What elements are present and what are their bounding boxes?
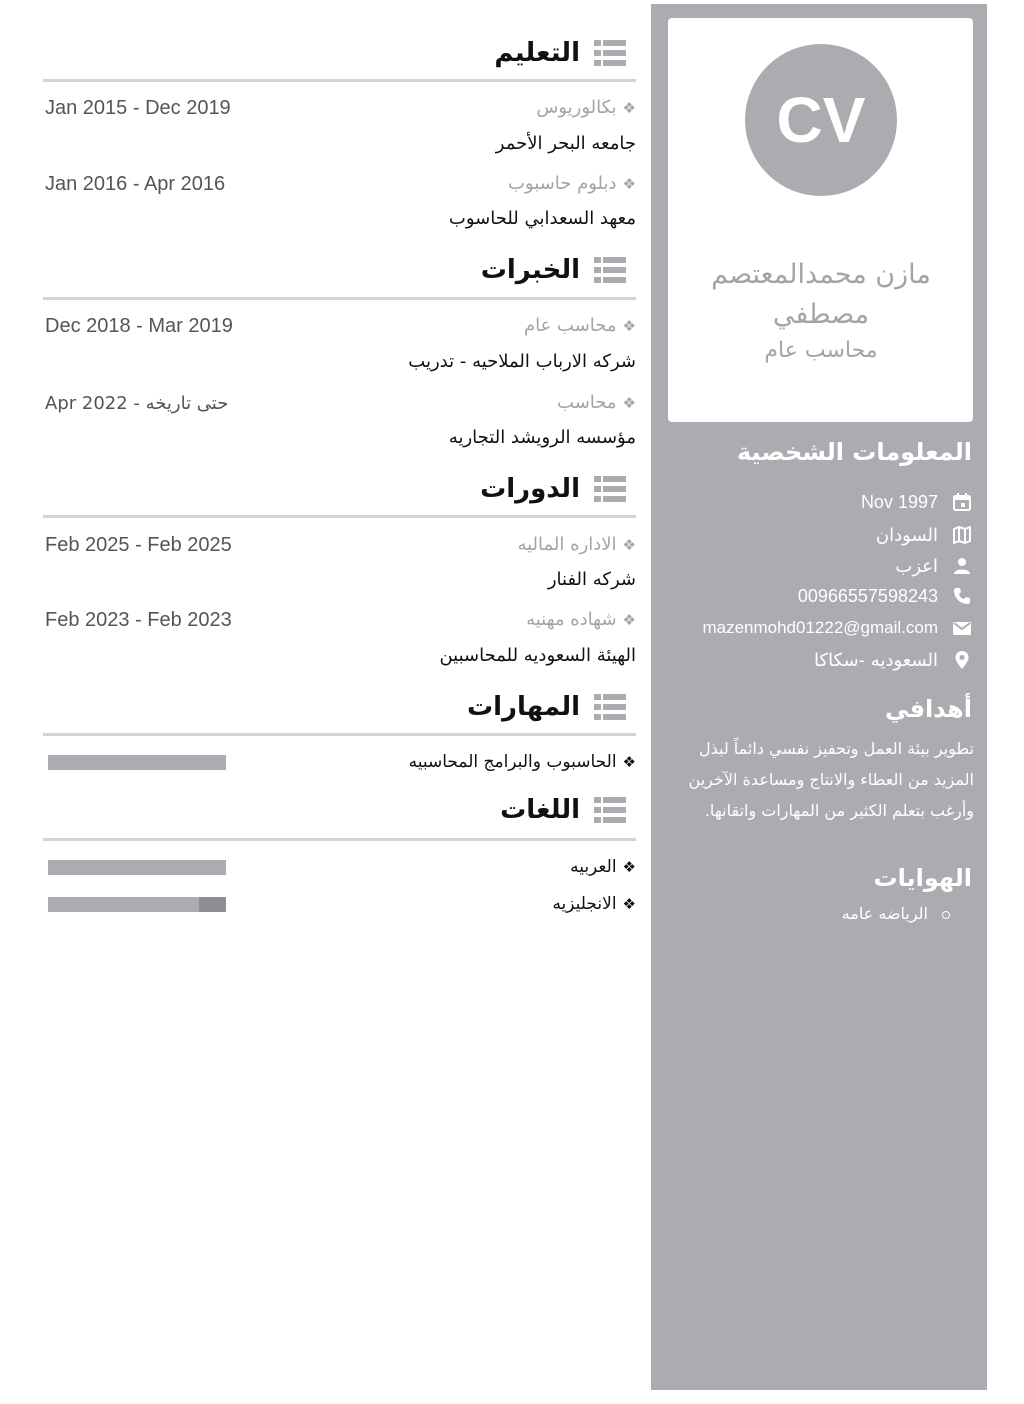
- skill-level-fill: [48, 755, 226, 770]
- diamond-bullet-icon: ❖: [622, 175, 636, 193]
- entry-date: Jan 2016 - Apr 2016: [45, 173, 226, 195]
- name-line-1: مازن محمدالمعتصم: [711, 259, 931, 290]
- phone-text[interactable]: 00966557598243: [797, 585, 938, 606]
- section-divider: [43, 838, 636, 841]
- entry-title: ❖الاداره الماليه: [517, 534, 636, 555]
- section-divider: [43, 79, 636, 82]
- map-icon: [952, 525, 972, 545]
- list-icon: [594, 693, 626, 721]
- entry-place: معهد السعدابي للحاسوب: [448, 208, 636, 229]
- goals-text: تطوير بيئة العمل وتحفيز نفسي دائماً لبذل المزيد من العطاء والانتاج ومساعدة الآخرين وأرغب بتعلم الكثير من المهارات واتقانها.: [688, 739, 974, 820]
- info-row-email: [670, 614, 972, 642]
- language-level-fill: [48, 897, 199, 912]
- language-level-bar: [48, 860, 226, 875]
- entry-title: ❖بكالوريوس: [536, 97, 636, 118]
- person-icon: [952, 556, 972, 576]
- entry-place: جامعه البحر الأحمر: [495, 133, 636, 154]
- info-row-birthdate: [670, 488, 972, 516]
- entry-place: شركه الفنار: [547, 569, 636, 590]
- diamond-bullet-icon: ❖: [622, 611, 636, 629]
- language-item: ❖العربيه: [570, 857, 636, 877]
- entry-title: ❖محاسب: [557, 392, 636, 413]
- skill-level-bar: [48, 755, 226, 770]
- entry-date: Dec 2018 - Mar 2019: [45, 315, 233, 337]
- diamond-bullet-icon: ❖: [622, 858, 636, 876]
- section-header-education: [494, 33, 626, 73]
- diamond-bullet-icon: ❖: [622, 753, 636, 771]
- section-header-courses: [480, 469, 626, 509]
- info-row-phone: [670, 582, 972, 610]
- list-icon: [594, 475, 626, 503]
- address-text: السعوديه -سكاكا: [814, 649, 938, 671]
- diamond-bullet-icon: ❖: [622, 895, 636, 913]
- diamond-bullet-icon: ❖: [622, 536, 636, 554]
- list-icon: [594, 796, 626, 824]
- info-row-country: [670, 521, 972, 549]
- section-divider: [43, 515, 636, 518]
- section-divider: [43, 297, 636, 300]
- diamond-bullet-icon: ❖: [622, 99, 636, 117]
- avatar-text: CV: [776, 84, 866, 156]
- section-title: المهارات: [466, 692, 580, 722]
- name-line-2: مصطفي: [772, 299, 870, 330]
- info-row-status: [670, 552, 972, 580]
- section-header-experience: [481, 250, 626, 290]
- job-title: محاسب عام: [764, 338, 878, 363]
- list-icon: [594, 256, 626, 284]
- personal-info-title: المعلومات الشخصية: [736, 438, 972, 466]
- goals-title: أهدافي: [885, 695, 972, 723]
- section-title: التعليم: [494, 38, 580, 68]
- country-text: السودان: [875, 524, 938, 546]
- calendar-icon: [952, 492, 972, 512]
- language-level-fill: [48, 860, 226, 875]
- entry-date: Feb 2025 - Feb 2025: [45, 534, 232, 556]
- entry-date: Apr 2022 - حتى تاريخه: [45, 393, 229, 414]
- section-header-languages: [500, 790, 626, 830]
- section-title: اللغات: [500, 795, 580, 825]
- section-header-skills: [467, 687, 626, 727]
- hobby-label: الرياضه عامه: [841, 904, 928, 923]
- mail-icon: [952, 618, 972, 638]
- email-text[interactable]: mazenmohd01222@gmail.com: [702, 618, 938, 637]
- list-icon: [594, 39, 626, 67]
- section-title: الدورات: [480, 474, 580, 504]
- entry-title: ❖محاسب عام: [523, 315, 636, 336]
- entry-date: Jan 2015 - Dec 2019: [45, 97, 231, 119]
- entry-place: مؤسسه الرويشد التجاريه: [448, 427, 636, 448]
- avatar: [745, 44, 897, 196]
- circle-bullet-icon: [942, 911, 950, 919]
- entry-title: ❖شهاده مهنيه: [526, 609, 636, 630]
- language-item: ❖الانجليزيه: [552, 894, 636, 914]
- location-pin-icon: [952, 650, 972, 670]
- entry-title: ❖دبلوم حاسبوب: [508, 173, 636, 194]
- language-level-bar: [48, 897, 226, 912]
- hobby-item: [760, 904, 950, 923]
- skill-item: ❖الحاسبوب والبرامج المحاسبيه: [408, 752, 636, 772]
- birthdate-text: Nov 1997: [860, 491, 938, 512]
- entry-place: الهيئة السعوديه للمحاسبين: [439, 645, 636, 666]
- entry-date: Feb 2023 - Feb 2023: [45, 609, 232, 631]
- section-title: الخبرات: [480, 255, 580, 285]
- entry-place: شركه الارباب الملاحيه - تدريب: [408, 351, 636, 372]
- info-row-address: [670, 646, 972, 674]
- phone-icon: [952, 586, 972, 606]
- diamond-bullet-icon: ❖: [622, 317, 636, 335]
- marital-status-text: اعزب: [895, 555, 938, 577]
- hobbies-title: الهوايات: [873, 864, 972, 892]
- diamond-bullet-icon: ❖: [622, 394, 636, 412]
- section-divider: [43, 733, 636, 736]
- full-name: [690, 255, 952, 335]
